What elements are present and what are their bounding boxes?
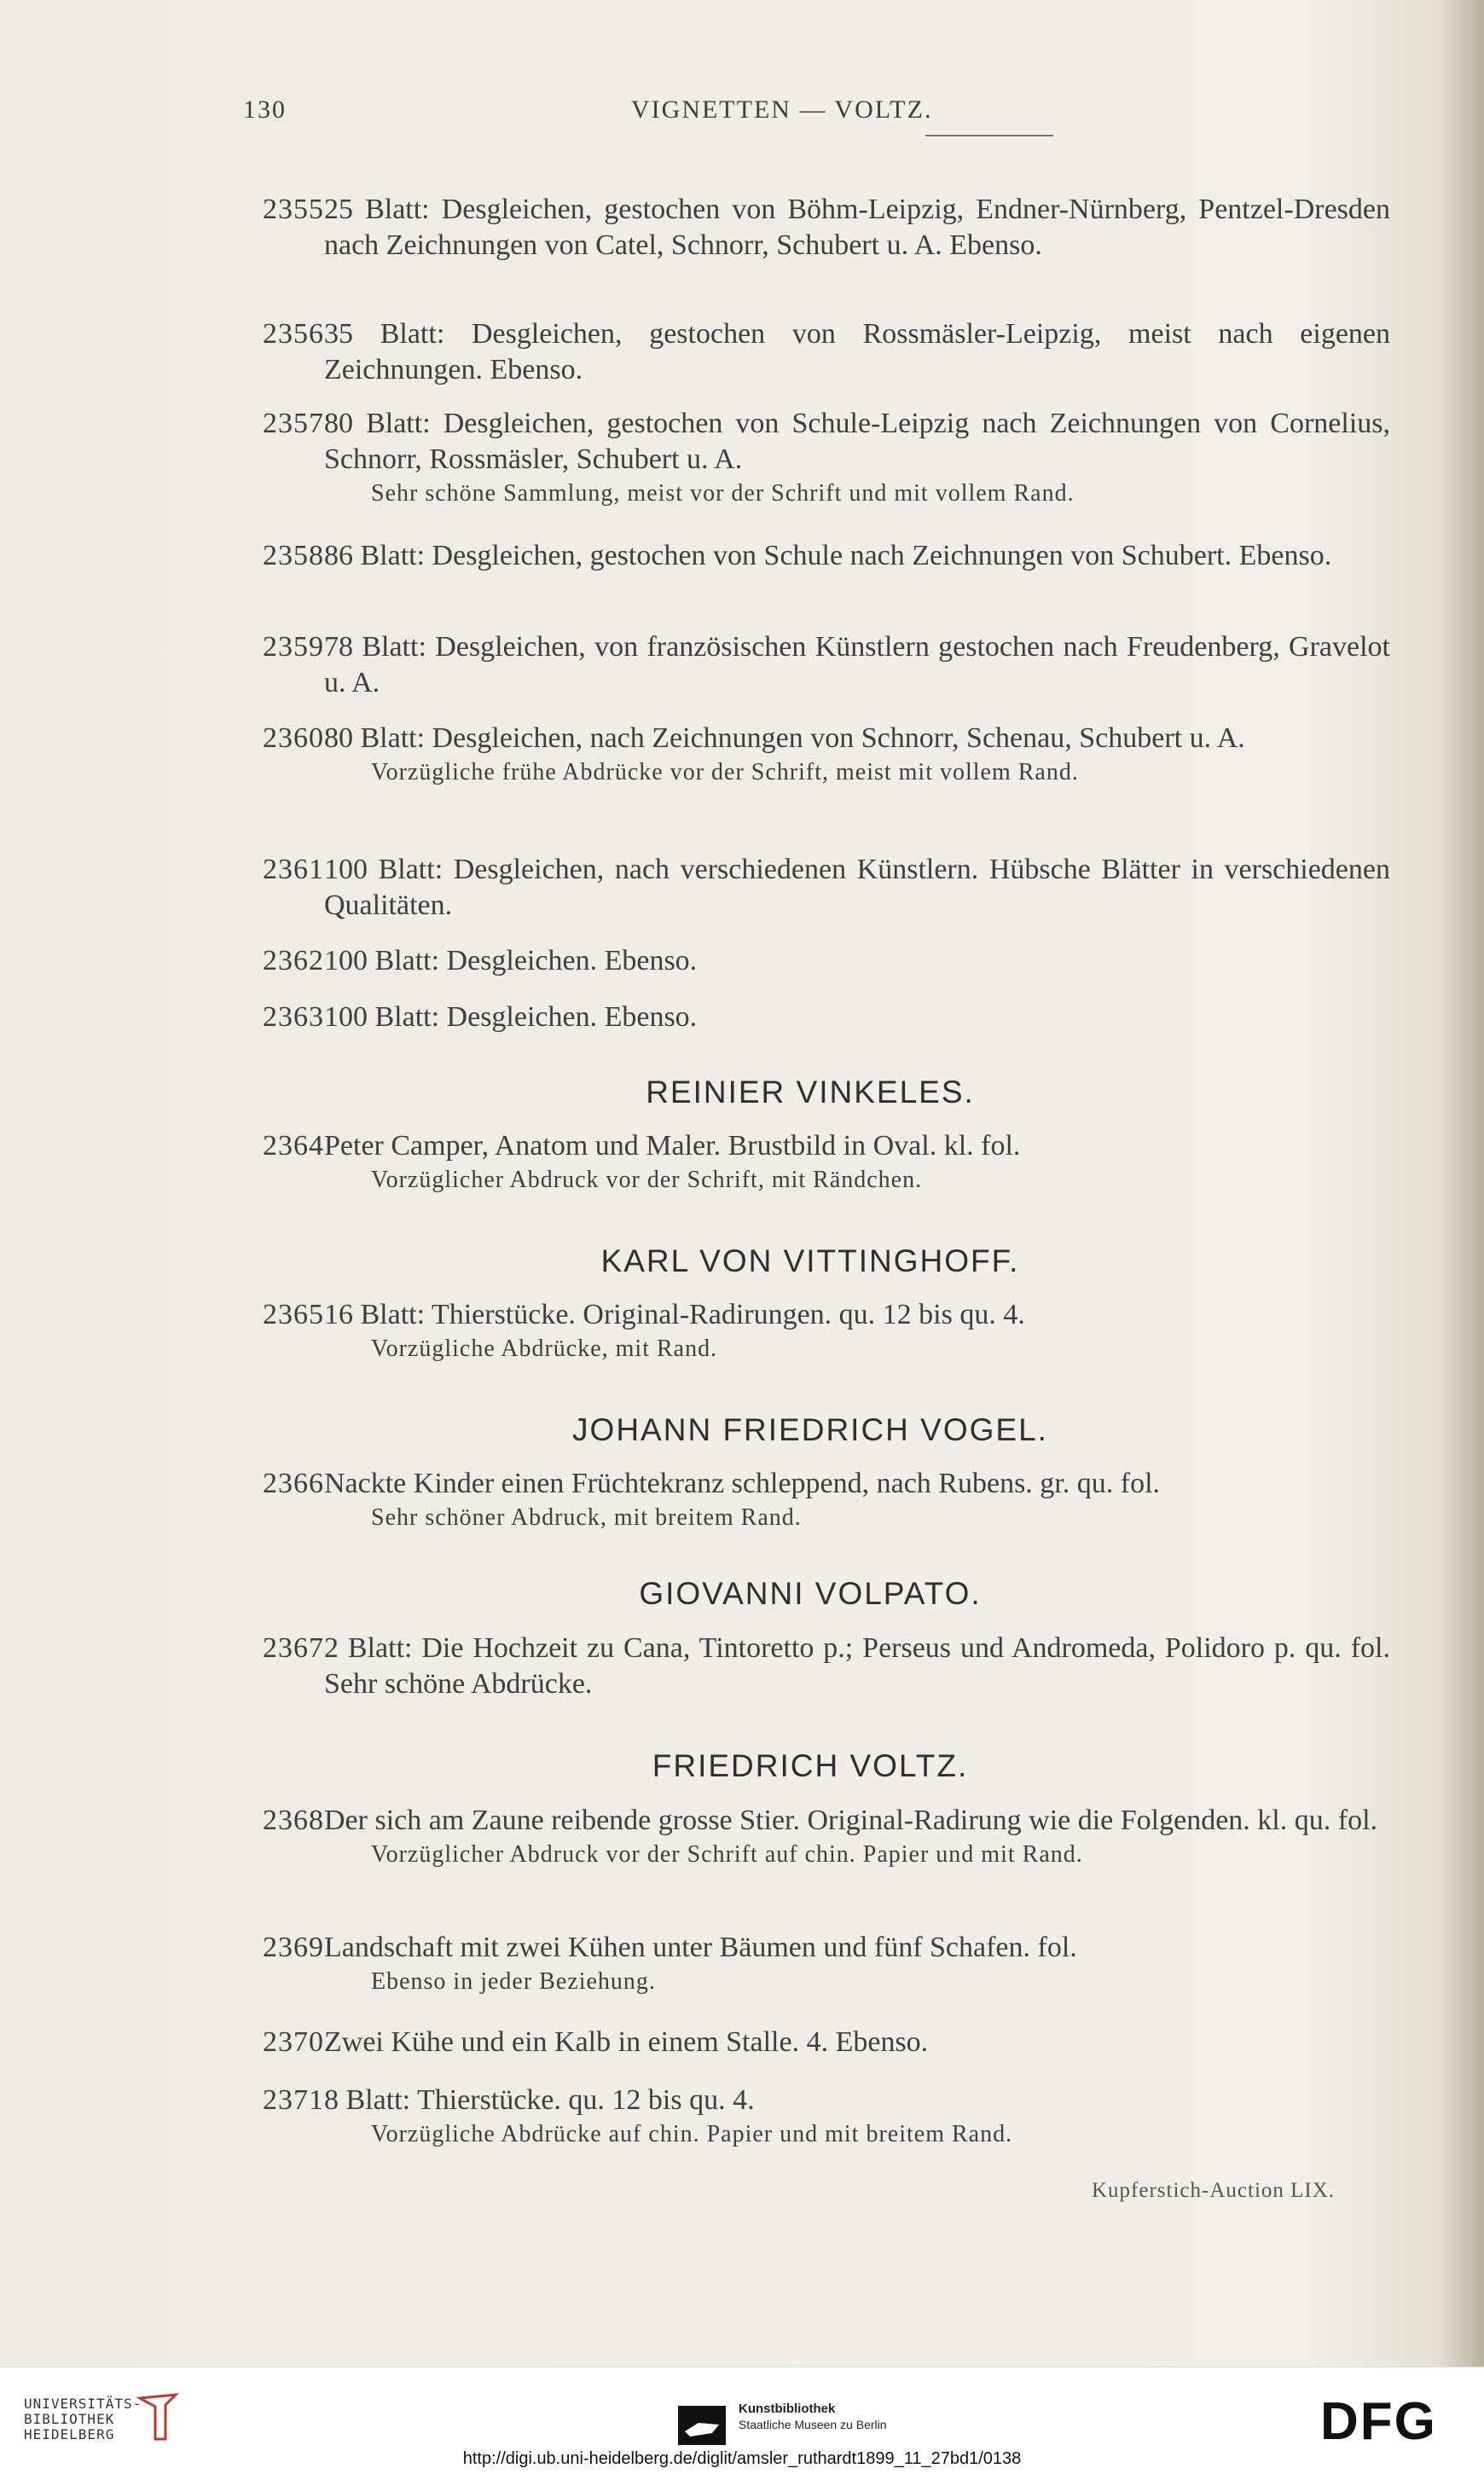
section-title: FRIEDRICH VOLTZ.: [652, 1748, 969, 1783]
catalog-entry: [230, 2083, 1390, 2151]
entry-number: 2369: [263, 1932, 324, 1963]
entry-number: 2360: [263, 722, 324, 754]
catalog-entry: [230, 2025, 1390, 2060]
entry-text: 35 Blatt: Desgleichen, gestochen von Rossmäsler-Leipzig, meist nach eigenen Zeichnungen. Ebenso.: [324, 318, 1390, 385]
kunstbibliothek-text: Kunstbibliothek Staatliche Museen zu Berlin: [739, 2402, 887, 2431]
running-head: VIGNETTEN — VOLTZ.: [631, 96, 933, 124]
catalog-entry: [230, 1930, 1390, 1998]
entry-text: 86 Blatt: Desgleichen, gestochen von Schule nach Zeichnungen von Schubert. Ebenso.: [324, 540, 1332, 571]
source-url-link[interactable]: http://digi.ub.uni-heidelberg.de/diglit/amsler_ruthardt1899_11_27bd1/0138: [462, 2449, 1022, 2468]
entry-note: Vorzügliche Abdrücke auf chin. Papier und mit breitem Rand.: [371, 2121, 1013, 2147]
printer-signature: Kupferstich-Auction LIX.: [1092, 2179, 1336, 2202]
catalog-entry: [230, 1803, 1390, 1871]
section-title: KARL VON VITTINGHOFF.: [600, 1243, 1020, 1278]
entry-text: Nackte Kinder einen Früchtekranz schleppend, nach Rubens. gr. qu. fol.: [324, 1468, 1161, 1499]
entry-number: 2355: [263, 194, 324, 225]
section-title: REINIER VINKELES.: [646, 1075, 975, 1110]
entry-number: 2367: [263, 1632, 324, 1664]
entry-text: 80 Blatt: Desgleichen, nach Zeichnungen von Schnorr, Schenau, Schubert u. A.: [324, 722, 1245, 754]
entry-text: 100 Blatt: Desgleichen. Ebenso.: [324, 945, 698, 976]
entry-note: Vorzüglicher Abdruck vor der Schrift, mit Rändchen.: [371, 1167, 923, 1193]
entry-text: 16 Blatt: Thierstücke. Original-Radirungen. qu. 12 bis qu. 4.: [324, 1299, 1025, 1330]
catalog-entry: [230, 1297, 1390, 1365]
section-title: JOHANN FRIEDRICH VOGEL.: [572, 1412, 1048, 1447]
entry-number: 2359: [263, 631, 324, 663]
entry-note: Sehr schöne Sammlung, meist vor der Schrift und mit vollem Rand.: [371, 480, 1075, 507]
entry-text: Peter Camper, Anatom und Maler. Brustbild in Oval. kl. fol.: [324, 1130, 1021, 1162]
entry-number: 2365: [263, 1299, 324, 1330]
kunstbibliothek-logo-icon: [678, 2406, 726, 2445]
catalog-entry: [230, 943, 1390, 979]
catalog-entry: [230, 852, 1390, 924]
entry-number: 2366: [263, 1468, 324, 1499]
entry-note: Vorzügliche Abdrücke, mit Rand.: [371, 1336, 718, 1362]
entry-number: 2362: [263, 945, 324, 976]
page-number: 130: [243, 96, 287, 124]
entry-number: 2368: [263, 1805, 324, 1836]
catalog-entry: [230, 538, 1390, 574]
entry-text: Zwei Kühe und ein Kalb in einem Stalle. 4. Ebenso.: [324, 2026, 929, 2058]
digitization-footer: [0, 2367, 1484, 2480]
catalog-entry: [230, 1128, 1390, 1197]
catalog-entry: [230, 629, 1390, 701]
catalog-entry: [230, 1631, 1390, 1702]
entry-number: 2361: [263, 854, 324, 885]
entry-number: 2358: [263, 540, 324, 571]
entry-text: 100 Blatt: Desgleichen. Ebenso.: [324, 1001, 698, 1033]
entry-number: 2370: [263, 2026, 324, 2058]
entry-number: 2356: [263, 318, 324, 350]
catalog-entry: [230, 721, 1390, 789]
header-rule: [925, 135, 1053, 136]
entry-text: Landschaft mit zwei Kühen unter Bäumen und fünf Schafen. fol.: [324, 1932, 1077, 1963]
catalog-entry: [230, 316, 1390, 388]
section-title: GIOVANNI VOLPATO.: [639, 1576, 982, 1611]
dfg-logo: DFG: [1320, 2392, 1437, 2451]
entry-note: Sehr schöner Abdruck, mit breitem Rand.: [371, 1504, 802, 1531]
catalog-entry: [230, 1466, 1390, 1534]
entry-text: 80 Blatt: Desgleichen, gestochen von Schule-Leipzig nach Zeichnungen von Cornelius, Schnorr, Rossmäsler, Schubert u. A.: [324, 408, 1390, 475]
entry-number: 2357: [263, 408, 324, 439]
entry-number: 2364: [263, 1130, 324, 1162]
entry-text: Der sich am Zaune reibende grosse Stier. Original-Radirung wie die Folgenden. kl. qu. fol.: [324, 1805, 1378, 1836]
entry-text: 25 Blatt: Desgleichen, gestochen von Böhm-Leipzig, Endner-Nürnberg, Pentzel-Dresden nach Zeichnungen von Catel, Schnorr, Schubert u. A. Ebenso.: [324, 194, 1390, 261]
entry-note: Vorzügliche frühe Abdrücke vor der Schrift, meist mit vollem Rand.: [371, 759, 1079, 785]
entry-text: 100 Blatt: Desgleichen, nach verschiedenen Künstlern. Hübsche Blätter in verschiedenen Qualitäten.: [324, 854, 1390, 921]
entry-number: 2371: [263, 2084, 324, 2116]
entry-text: 78 Blatt: Desgleichen, von französischen Künstlern gestochen nach Freudenberg, Gravelot u. A.: [324, 631, 1390, 698]
entry-note: Ebenso in jeder Beziehung.: [371, 1968, 656, 1995]
entry-text: 2 Blatt: Die Hochzeit zu Cana, Tintoretto p.; Perseus und Andromeda, Polidoro p. qu. fol. Sehr schöne Abdrücke.: [324, 1632, 1390, 1700]
catalog-entry: [230, 192, 1390, 264]
catalog-entry: [230, 406, 1390, 510]
entry-text: 8 Blatt: Thierstücke. qu. 12 bis qu. 4.: [324, 2084, 755, 2116]
entry-note: Vorzüglicher Abdruck vor der Schrift auf chin. Papier und mit Rand.: [371, 1841, 1083, 1868]
entry-number: 2363: [263, 1001, 324, 1033]
university-library-name: UNIVERSITÄTS- BIBLIOTHEK HEIDELBERG: [24, 2396, 142, 2442]
catalog-entry: [230, 1000, 1390, 1035]
university-logo-icon: [136, 2391, 179, 2442]
